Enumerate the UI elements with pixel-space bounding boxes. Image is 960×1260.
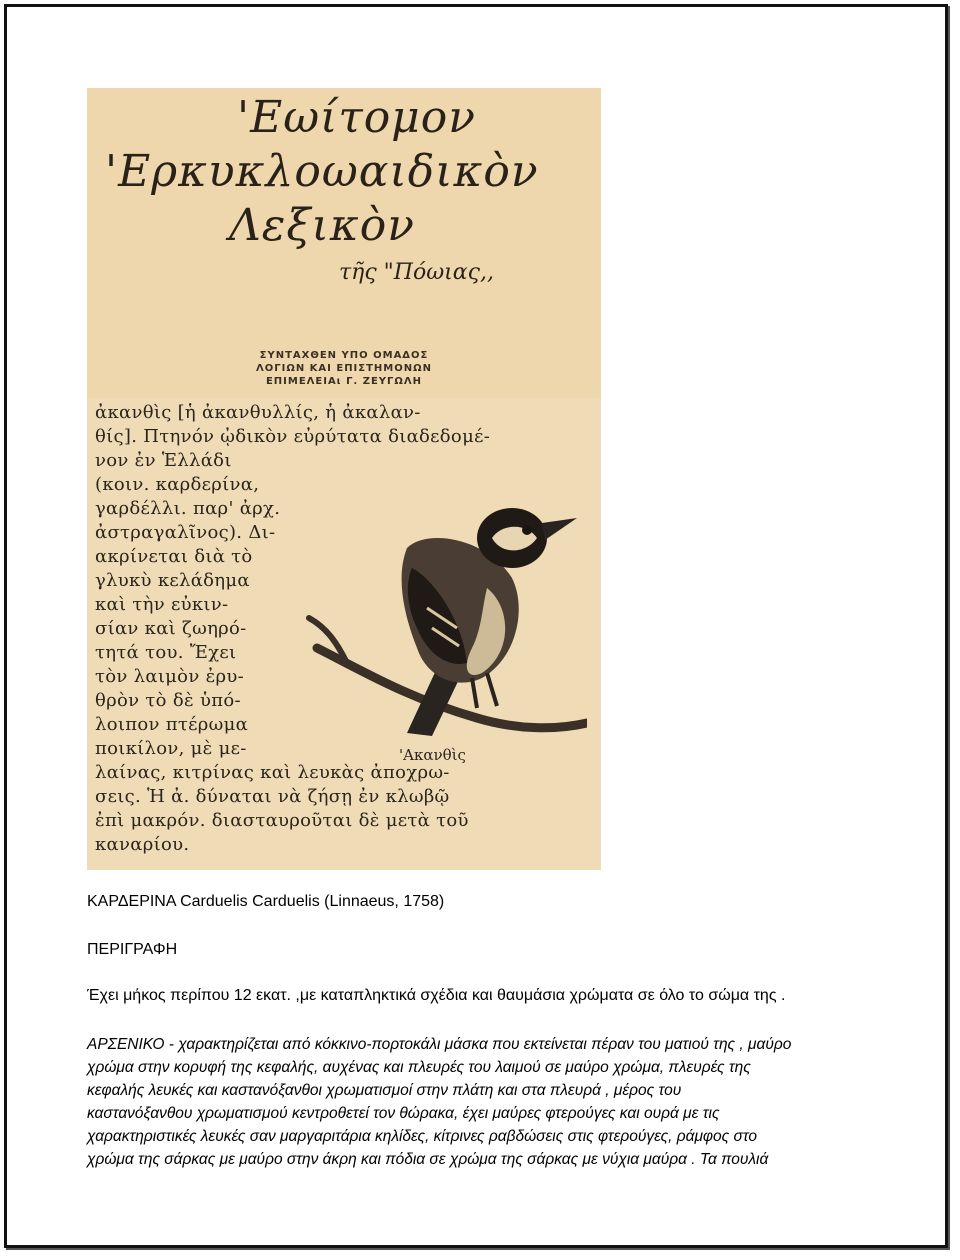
cover-title-line-1: 'Εωίτομον — [237, 92, 477, 143]
entry-line: ἀκανθὶς [ἡ ἀκανθυλλίς, ἡ ἀκαλαν- — [95, 402, 421, 423]
cover-title-line-2: 'Ερκυκλοωαιδικὸν — [105, 146, 539, 197]
description-line: καστανόξανθου χρωματισμού κεντροθετεί τον θώρακα, έχει μαύρες φτερούγες και ουρά με τις — [87, 1105, 720, 1122]
entry-line: γλυκὺ κελάδημα — [95, 570, 250, 591]
entry-line: θίς]. Πτηνόν ᾠδικὸν εὐρύτατα διαδεδομέ- — [95, 426, 491, 447]
cover-subtitle-3: ΕΠΙΜΕΛΕΙΑι Γ. ΖΕΥΓΩΛΗ — [265, 376, 423, 387]
species-caption: ΚΑΡΔΕΡΙΝΑ Carduelis Carduelis (Linnaeus, 1758) — [87, 893, 445, 910]
entry-line: (κοιν. καρδερίνα, — [95, 474, 260, 495]
entry-line: ποικίλον, μὲ με- — [95, 738, 247, 759]
cover-title-line-3: Λεξικὸν — [229, 200, 415, 251]
entry-line: τητά του. Ἔχει — [95, 642, 237, 663]
entry-line: σίαν καὶ ζωηρό- — [95, 618, 247, 639]
cover-title-line-4: τῆς "Πόωιας,, — [339, 260, 494, 285]
entry-line: τὸν λαιμὸν ἐρυ- — [95, 666, 245, 687]
cover-subtitle-2: ΛΟΓΙΩΝ ΚΑΙ ΕΠΙΣΤΗΜΟΝΩΝ — [255, 363, 432, 374]
dictionary-entry — [87, 398, 601, 870]
description-line: χρώμα της σάρκας με μαύρο στην άκρη και πόδια σε χρώμα της σάρκας με νύχια μαύρα . Τα πουλιά — [87, 1151, 769, 1168]
entry-line: ακρίνεται διὰ τὸ — [95, 546, 253, 567]
scanned-dictionary-image — [87, 88, 601, 870]
entry-line: νον ἐν Ἑλλάδι — [95, 450, 232, 471]
entry-line: θρὸν τὸ δὲ ὑπό- — [95, 690, 241, 711]
section-heading: ΠΕΡΙΓΡΑΦΗ — [87, 941, 178, 958]
description-line: ΑΡΣΕΝΙΚΟ - χαρακτηρίζεται από κόκκινο-πορτοκάλι μάσκα που εκτείνεται πέραν του ματιού της , μαύρο — [87, 1036, 792, 1053]
entry-line: λοιπον πτέρωμα — [95, 714, 249, 735]
description-line: κεφαλής λευκές και καστανόξανθοι χρωματισμοί στην πλάτη και στα πλευρά , μέρος του — [87, 1082, 682, 1099]
entry-line: ἀστραγαλῖνος). Δι- — [95, 522, 276, 543]
entry-line: γαρδέλλι. παρ' ἀρχ. — [95, 498, 281, 519]
entry-line: καὶ τὴν εὐκιν- — [95, 594, 229, 615]
entry-line: καναρίου. — [95, 834, 190, 855]
goldfinch-illustration — [287, 468, 587, 738]
entry-line: ἐπὶ μακρόν. διασταυροῦται δὲ μετὰ τοῦ — [95, 810, 469, 831]
description-line: χρώμα στην κορυφή της κεφαλής, αυχένας και πλευρές του λαιμού σε μαύρο χρώμα, πλευρές της — [87, 1059, 751, 1076]
description-line: χαρακτηριστικές λευκές σαν μαργαριτάρια κηλίδες, κίτρινες ραβδώσεις στις φτερούγες, ράμφος στο — [87, 1128, 758, 1145]
length-paragraph: Έχει μήκος περίπου 12 εκατ. ,με καταπληκτικά σχέδια και θαυμάσια χρώματα σε όλο το σώμα της . — [87, 987, 786, 1004]
cover-subtitle-1: ΣΥΝΤΑΧΘΕΝ ΥΠΟ ΟΜΑΔΟΣ — [259, 350, 429, 361]
entry-line: σεις. Ἡ ἀ. δύναται νὰ ζήσῃ ἐν κλωβῷ — [95, 786, 450, 807]
male-description — [87, 1033, 877, 1171]
book-cover — [87, 88, 601, 398]
entry-line: λαίνας, κιτρίνας καὶ λευκὰς ἀποχρω- — [95, 762, 450, 783]
bird-caption: 'Ακανθὶς — [399, 746, 466, 764]
